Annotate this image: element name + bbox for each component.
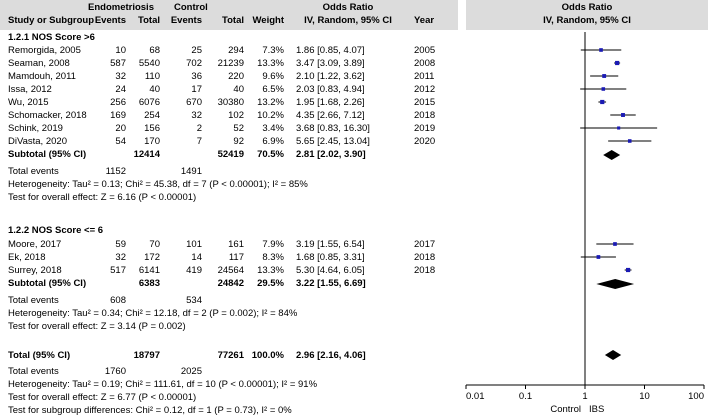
weight: 7.9% xyxy=(262,239,284,250)
year: 2012 xyxy=(414,84,436,95)
study-name: Ek, 2018 xyxy=(8,252,46,263)
odds-ratio-ci: 3.19 [1.55, 6.54] xyxy=(296,239,365,250)
events1: 59 xyxy=(115,239,126,250)
subtotal-label: Subtotal (95% CI) xyxy=(8,278,87,289)
overall-weight: 100.0% xyxy=(251,350,284,361)
year: 2018 xyxy=(414,252,436,263)
x-tick-label: 0.1 xyxy=(518,391,533,402)
year: 2020 xyxy=(414,136,436,147)
study-name: Wu, 2015 xyxy=(8,97,49,108)
events2: 702 xyxy=(186,58,202,69)
events1: 24 xyxy=(115,84,126,95)
overall-events2: 2025 xyxy=(180,366,202,377)
total2: 52 xyxy=(233,123,244,134)
subtotal-weight: 70.5% xyxy=(257,149,284,160)
events1: 32 xyxy=(115,71,126,82)
overall-effect-text: Test for overall effect: Z = 3.14 (P = 0.002) xyxy=(8,321,186,332)
col-or-method: IV, Random, 95% CI xyxy=(304,15,392,26)
odds-ratio-ci: 1.86 [0.85, 4.07] xyxy=(296,45,365,56)
events2: 25 xyxy=(191,45,202,56)
year: 2019 xyxy=(414,123,436,134)
total2: 102 xyxy=(228,110,244,121)
axis-label-right: IBS xyxy=(589,404,605,415)
overall-total2: 77261 xyxy=(217,350,244,361)
x-tick-label: 10 xyxy=(639,391,650,402)
total1: 254 xyxy=(144,110,160,121)
study-marker xyxy=(615,61,619,65)
odds-ratio-ci: 1.68 [0.85, 3.31] xyxy=(296,252,365,263)
total1: 170 xyxy=(144,136,160,147)
study-marker xyxy=(602,87,606,91)
events2: 32 xyxy=(191,110,202,121)
subtotal-weight: 29.5% xyxy=(257,278,284,289)
plot-method: IV, Random, 95% CI xyxy=(543,15,631,26)
overall-total1: 18797 xyxy=(133,350,160,361)
overall-ci: 2.96 [2.16, 4.06] xyxy=(296,350,366,361)
col-events1-header: Events xyxy=(94,15,126,26)
study-name: Mamdouh, 2011 xyxy=(8,71,76,82)
study-marker xyxy=(626,268,630,272)
study-marker xyxy=(599,48,603,52)
events1: 10 xyxy=(115,45,126,56)
weight: 7.3% xyxy=(262,45,284,56)
overall-events-label: Total events xyxy=(8,366,59,377)
study-marker xyxy=(602,74,606,78)
events2: 419 xyxy=(186,265,202,276)
study-marker xyxy=(613,242,617,246)
odds-ratio-ci: 4.35 [2.66, 7.12] xyxy=(296,110,365,121)
study-name: Seaman, 2008 xyxy=(8,58,70,69)
study-marker xyxy=(600,100,604,104)
col-weight-header: Weight xyxy=(252,15,284,26)
total-events2: 534 xyxy=(186,295,202,306)
total2: 220 xyxy=(228,71,244,82)
heterogeneity-text: Heterogeneity: Tau² = 0.34; Chi² = 12.18, df = 2 (P = 0.002); I² = 84% xyxy=(8,308,298,319)
study-name: Remorgida, 2005 xyxy=(8,45,81,56)
weight: 13.3% xyxy=(257,265,284,276)
total2: 40 xyxy=(233,84,244,95)
study-name: DiVasta, 2020 xyxy=(8,136,67,147)
events1: 169 xyxy=(110,110,126,121)
pooled-diamond xyxy=(603,150,620,160)
events2: 101 xyxy=(186,239,202,250)
overall-events1: 1760 xyxy=(104,366,126,377)
group-right-label: Control xyxy=(174,2,208,13)
plot-title: Odds Ratio xyxy=(561,2,613,13)
col-study-header: Study or Subgroup xyxy=(8,15,95,26)
study-marker xyxy=(621,113,625,117)
weight: 9.6% xyxy=(262,71,284,82)
forest-plot-axis xyxy=(466,32,704,415)
col-total1-header: Total xyxy=(138,15,160,26)
events2: 670 xyxy=(186,97,202,108)
subtotal-label: Subtotal (95% CI) xyxy=(8,149,87,160)
col-events2-header: Events xyxy=(170,15,202,26)
total2: 92 xyxy=(233,136,244,147)
events1: 587 xyxy=(110,58,126,69)
total1: 40 xyxy=(149,84,160,95)
subgroup-title: 1.2.1 NOS Score >6 xyxy=(8,32,95,43)
total2: 30380 xyxy=(217,97,244,108)
total2: 21239 xyxy=(217,58,244,69)
total-events-label: Total events xyxy=(8,295,59,306)
odds-ratio-ci: 2.03 [0.83, 4.94] xyxy=(296,84,365,95)
study-marker xyxy=(597,255,601,259)
study-name: Moore, 2017 xyxy=(8,239,62,250)
odds-ratio-ci: 5.65 [2.45, 13.04] xyxy=(296,136,370,147)
weight: 10.2% xyxy=(257,110,284,121)
events1: 20 xyxy=(115,123,126,134)
events2: 2 xyxy=(196,123,202,134)
total2: 161 xyxy=(228,239,244,250)
overall-effect-text: Test for overall effect: Z = 6.77 (P < 0.00001) xyxy=(8,392,197,403)
study-name: Issa, 2012 xyxy=(8,84,52,95)
overall-heterogeneity-text: Heterogeneity: Tau² = 0.19; Chi² = 111.61, df = 10 (P < 0.00001); I² = 91% xyxy=(8,379,318,390)
weight: 6.9% xyxy=(262,136,284,147)
pooled-diamond xyxy=(605,350,621,360)
total2: 294 xyxy=(228,45,244,56)
pooled-diamond xyxy=(596,279,634,289)
x-tick-label: 0.01 xyxy=(466,391,485,402)
events2: 36 xyxy=(191,71,202,82)
study-name: Schomacker, 2018 xyxy=(8,110,87,121)
subgroup-title: 1.2.2 NOS Score <= 6 xyxy=(8,225,104,236)
weight: 3.4% xyxy=(262,123,284,134)
total1: 68 xyxy=(149,45,160,56)
overall-effect-text: Test for overall effect: Z = 6.16 (P < 0.00001) xyxy=(8,192,197,203)
total1: 110 xyxy=(144,71,160,82)
col-year-header: Year xyxy=(414,15,435,26)
odds-ratio-ci: 3.47 [3.09, 3.89] xyxy=(296,58,365,69)
overall-total-label: Total (95% CI) xyxy=(8,350,71,361)
events1: 32 xyxy=(115,252,126,263)
events1: 517 xyxy=(110,265,126,276)
study-marker xyxy=(628,139,632,143)
total1: 70 xyxy=(149,239,160,250)
total1: 6076 xyxy=(138,97,160,108)
events2: 17 xyxy=(191,84,202,95)
subtotal-total1: 12414 xyxy=(133,149,160,160)
odds-ratio-ci: 3.68 [0.83, 16.30] xyxy=(296,123,370,134)
col-total2-header: Total xyxy=(222,15,244,26)
subgroup-difference-text: Test for subgroup differences: Chi² = 0.12, df = 1 (P = 0.73), I² = 0% xyxy=(8,405,292,416)
odds-ratio-ci: 5.30 [4.64, 6.05] xyxy=(296,265,365,276)
total1: 156 xyxy=(144,123,160,134)
weight: 13.2% xyxy=(257,97,284,108)
study-marker xyxy=(617,126,620,129)
total1: 6141 xyxy=(138,265,160,276)
group-left-label: Endometriosis xyxy=(88,2,154,13)
total-events2: 1491 xyxy=(180,166,202,177)
year: 2017 xyxy=(414,239,436,250)
total-events1: 608 xyxy=(110,295,126,306)
forest-plot-marks xyxy=(580,48,657,360)
subtotal-total2: 52419 xyxy=(217,149,244,160)
events1: 54 xyxy=(115,136,126,147)
events2: 7 xyxy=(196,136,202,147)
weight: 8.3% xyxy=(262,252,284,263)
study-name: Schink, 2019 xyxy=(8,123,63,134)
heterogeneity-text: Heterogeneity: Tau² = 0.13; Chi² = 45.38, df = 7 (P < 0.00001); I² = 85% xyxy=(8,179,308,190)
total-events1: 1152 xyxy=(105,166,126,177)
subtotal-ci: 3.22 [1.55, 6.69] xyxy=(296,278,366,289)
subtotal-total2: 24842 xyxy=(217,278,244,289)
total2: 117 xyxy=(228,252,244,263)
total1: 5540 xyxy=(138,58,160,69)
events1: 256 xyxy=(110,97,126,108)
col-or-title: Odds Ratio xyxy=(322,2,374,13)
axis-label-left: Control xyxy=(550,404,581,415)
total1: 172 xyxy=(144,252,160,263)
year: 2008 xyxy=(414,58,436,69)
weight: 6.5% xyxy=(262,84,284,95)
odds-ratio-ci: 1.95 [1.68, 2.26] xyxy=(296,97,365,108)
subtotal-total1: 6383 xyxy=(138,278,160,289)
subtotal-ci: 2.81 [2.02, 3.90] xyxy=(296,149,366,160)
year: 2005 xyxy=(414,45,436,56)
x-tick-label: 100 xyxy=(688,391,704,402)
year: 2015 xyxy=(414,97,436,108)
weight: 13.3% xyxy=(257,58,284,69)
events2: 14 xyxy=(191,252,202,263)
year: 2018 xyxy=(414,265,436,276)
odds-ratio-ci: 2.10 [1.22, 3.62] xyxy=(296,71,365,82)
total-events-label: Total events xyxy=(8,166,59,177)
year: 2018 xyxy=(414,110,436,121)
x-tick-label: 1 xyxy=(582,391,588,402)
total2: 24564 xyxy=(217,265,244,276)
study-name: Surrey, 2018 xyxy=(8,265,62,276)
year: 2011 xyxy=(414,71,435,82)
